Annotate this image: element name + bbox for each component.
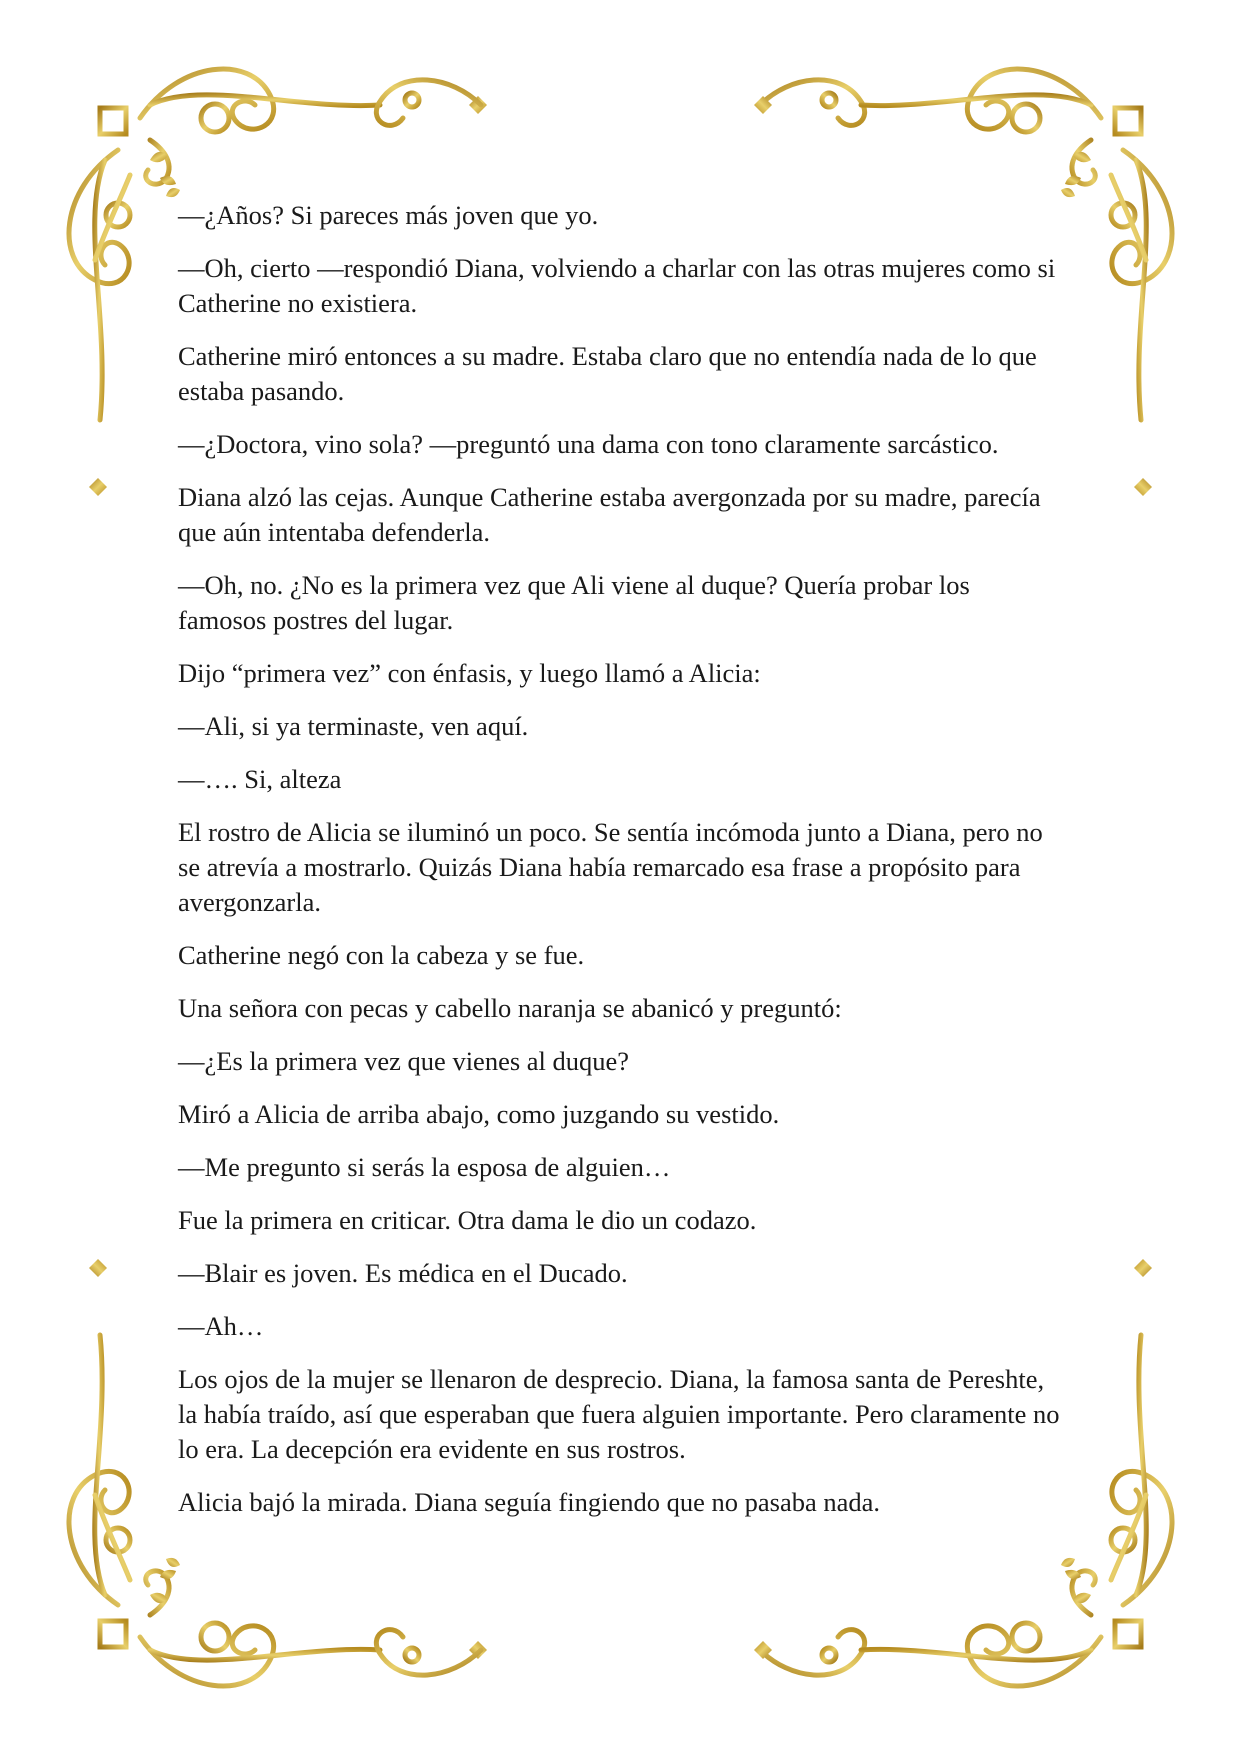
- paragraph: —Oh, no. ¿No es la primera vez que Ali viene al duque? Quería probar los famosos postres del lugar.: [178, 570, 970, 635]
- paragraph: —Me pregunto si serás la esposa de alguien…: [178, 1152, 671, 1182]
- paragraph: Diana alzó las cejas. Aunque Catherine estaba avergonzada por su madre, parecía que aún intentaba defenderla.: [178, 482, 1041, 547]
- paragraph: —Ali, si ya terminaste, ven aquí.: [178, 711, 529, 741]
- paragraph: —…. Si, alteza: [178, 764, 342, 794]
- paragraph: —Blair es joven. Es médica en el Ducado.: [178, 1258, 628, 1288]
- paragraph: —Oh, cierto —respondió Diana, volviendo a charlar con las otras mujeres como si Catherine no existiera.: [178, 253, 1056, 318]
- paragraph: —¿Es la primera vez que vienes al duque?: [178, 1046, 630, 1076]
- paragraph: Catherine miró entonces a su madre. Estaba claro que no entendía nada de lo que estaba pasando.: [178, 341, 1037, 406]
- paragraph: —Ah…: [178, 1311, 264, 1341]
- paragraph: Catherine negó con la cabeza y se fue.: [178, 940, 585, 970]
- paragraph: Miró a Alicia de arriba abajo, como juzgando su vestido.: [178, 1099, 780, 1129]
- paragraph: Una señora con pecas y cabello naranja se abanicó y preguntó:: [178, 993, 842, 1023]
- paragraph: Dijo “primera vez” con énfasis, y luego llamó a Alicia:: [178, 658, 761, 688]
- document-body: [178, 198, 1063, 1538]
- paragraph: Fue la primera en criticar. Otra dama le dio un codazo.: [178, 1205, 757, 1235]
- paragraph: El rostro de Alicia se iluminó un poco. Se sentía incómoda junto a Diana, pero no se atrevía a mostrarlo. Quizás Diana había remarcado esa frase a propósito para avergonzarla.: [178, 817, 1043, 917]
- paragraph: —¿Doctora, vino sola? —preguntó una dama con tono claramente sarcástico.: [178, 429, 999, 459]
- paragraph: —¿Años? Si pareces más joven que yo.: [178, 200, 599, 230]
- paragraph: Alicia bajó la mirada. Diana seguía fingiendo que no pasaba nada.: [178, 1487, 880, 1517]
- paragraph: Los ojos de la mujer se llenaron de desprecio. Diana, la famosa santa de Pereshte, la había traído, así que esperaban que fuera alguien importante. Pero claramente no lo era. La decepción era evidente en sus rostros.: [178, 1364, 1060, 1464]
